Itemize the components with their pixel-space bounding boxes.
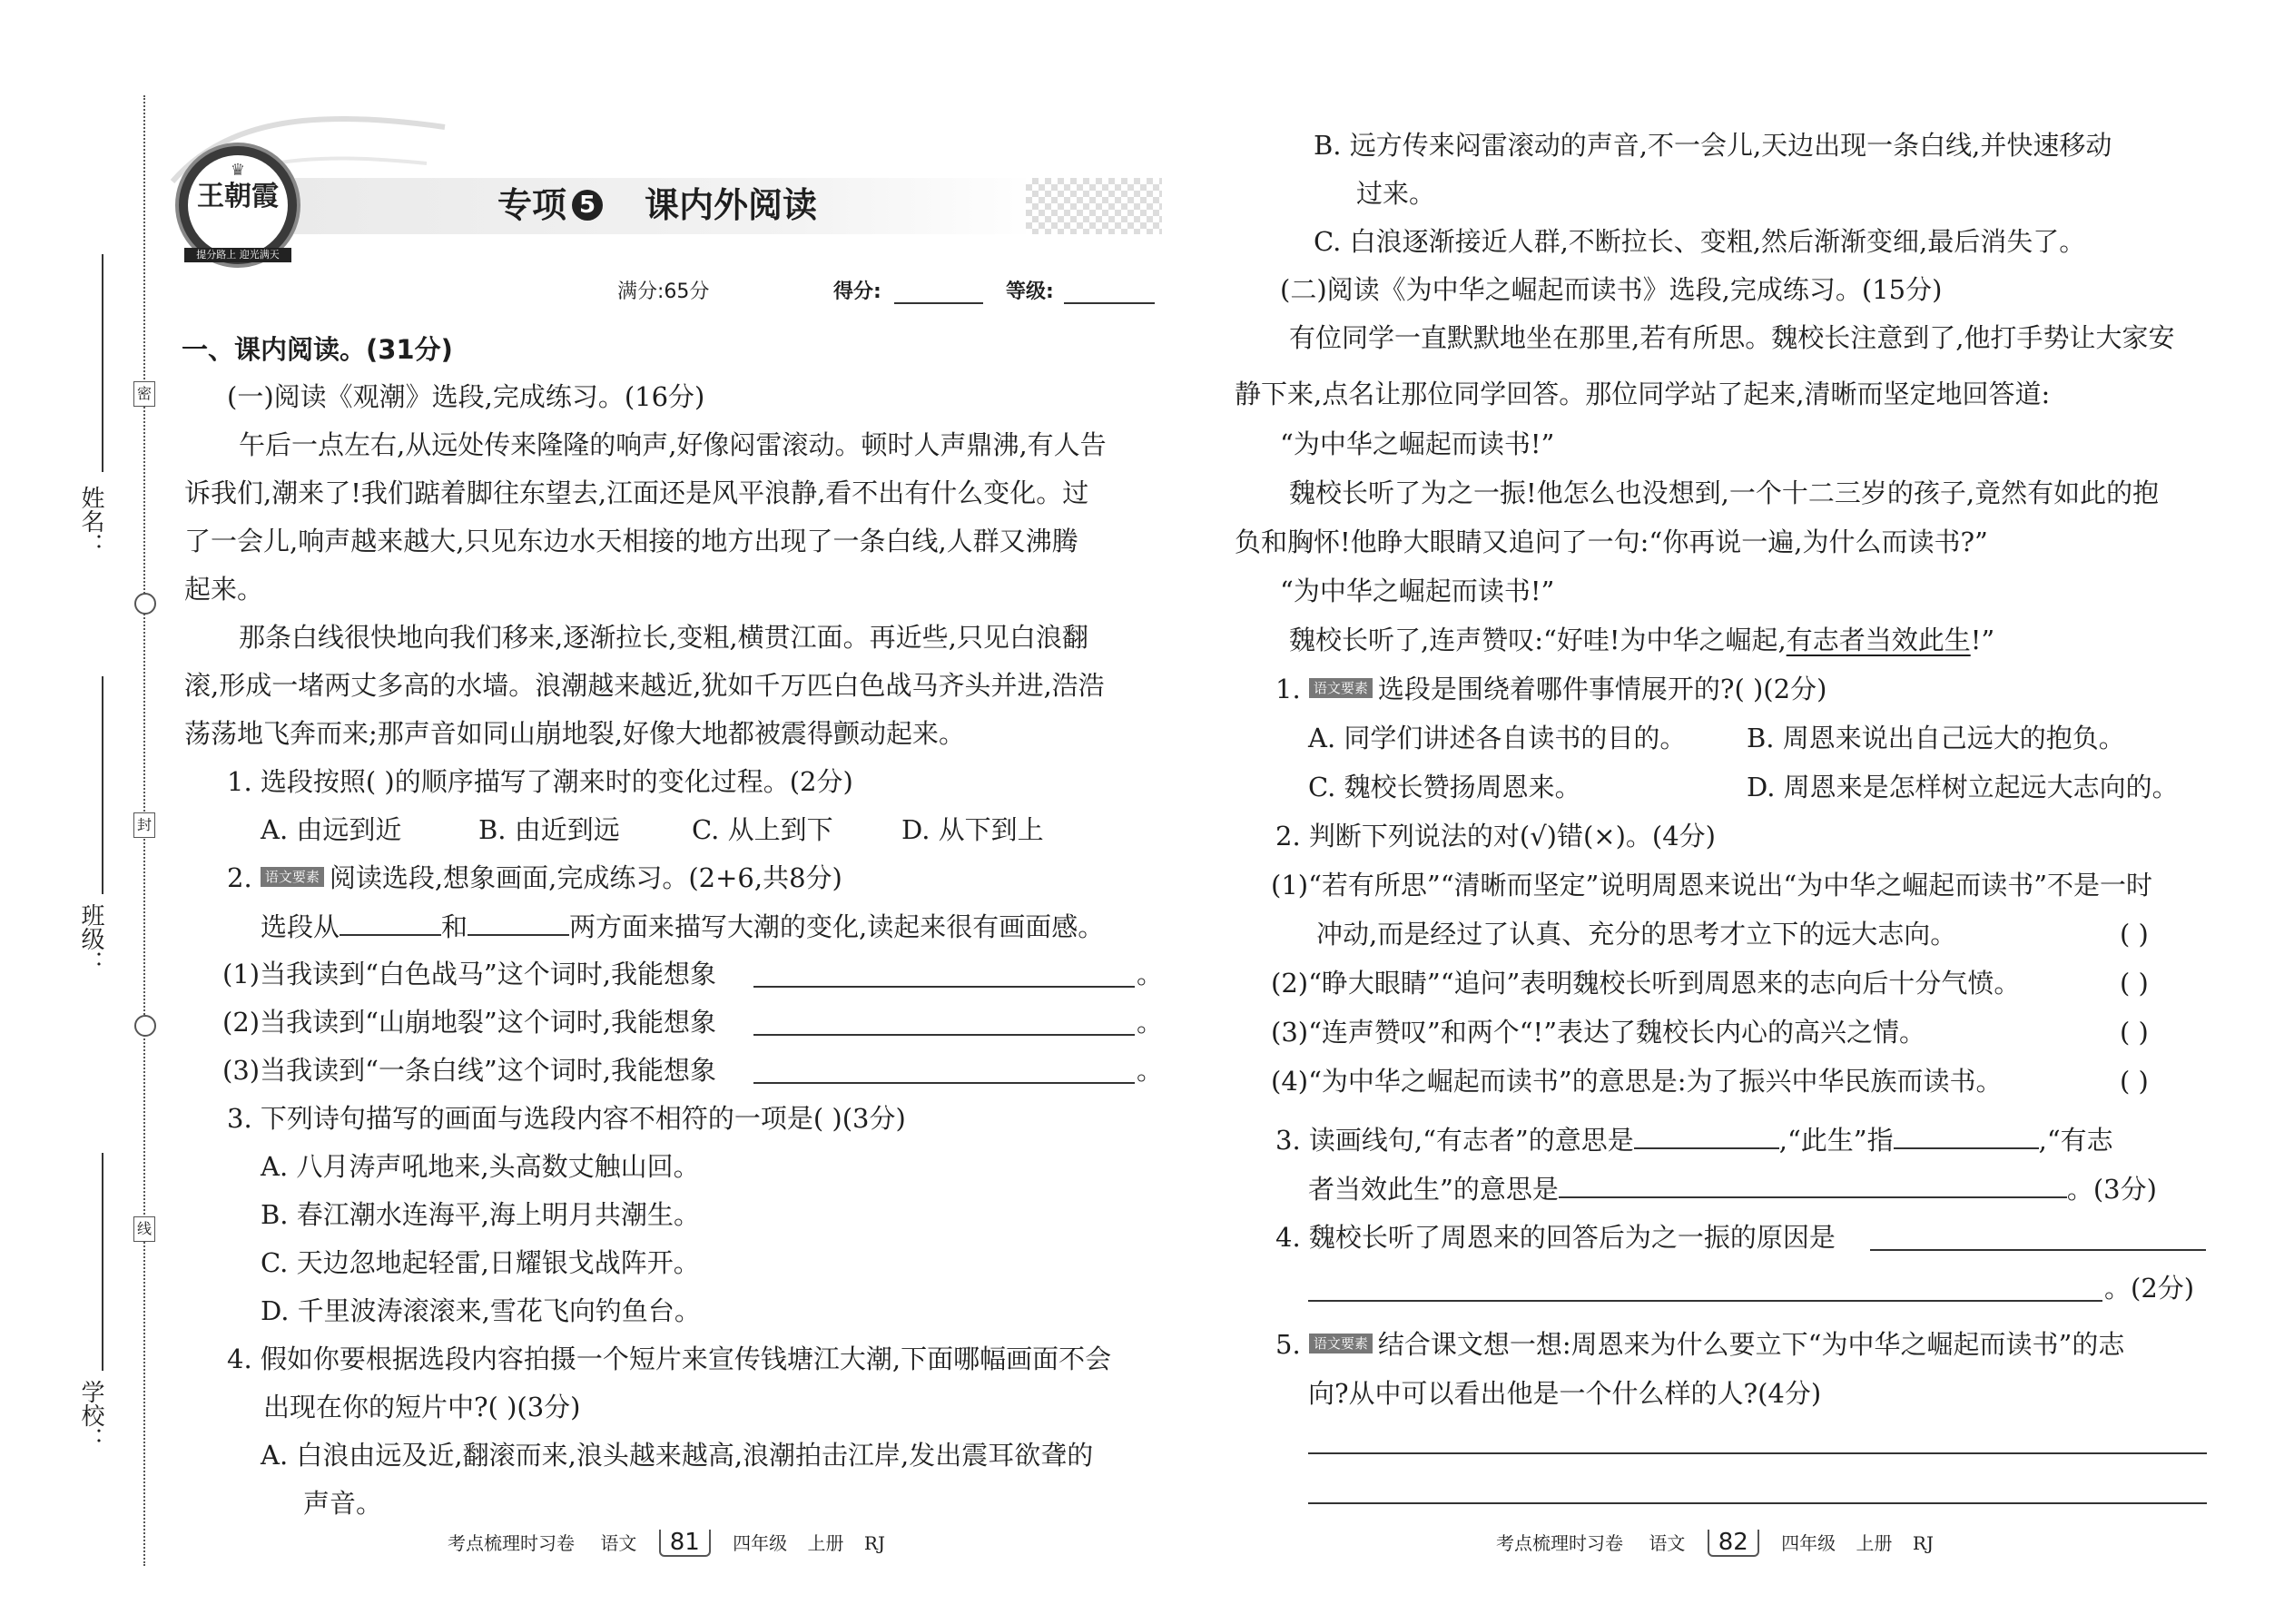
class-label: 班级： [77,903,104,974]
subsection-heading: (一)阅读《观潮》选段,完成练习。(16分) [227,381,705,412]
passage-line: 诉我们,潮来了!我们踮着脚往东望去,江面还是风平浪静,看不出有什么变化。过 [184,477,1089,508]
passage-line: 静下来,点名让那位同学回答。那位同学站了起来,清晰而坚定地回答道: [1235,379,2051,409]
option-c[interactable]: C. 从上到下 [692,814,833,845]
class-line[interactable] [102,676,103,894]
blank[interactable] [1559,1171,2067,1198]
passage-line: 起来。 [184,574,264,605]
answer-line[interactable] [1870,1249,2206,1251]
question-text: 结合课文想一想:周恩来为什么要立下“为中华之崛起而读书”的志 [1377,1329,2125,1360]
element-tag: 语文要素 [1309,678,1373,698]
passage-line: 荡荡地飞奔而来;那声音如同山崩地裂,好像大地都被震得颤动起来。 [184,718,965,749]
passage-line: 了一会儿,响声越来越大,只见东边水天相接的地方出现了一条白线,人群又沸腾 [184,526,1078,556]
seal-mark: 封 [133,812,155,838]
passage-line: 魏校长听了为之一振!他怎么也没想到,一个十二三岁的孩子,竟然有如此的抱 [1289,477,2160,508]
option-a[interactable]: 声音。 [303,1488,383,1519]
passage-line: “为中华之崛起而读书!” [1280,428,1555,459]
option-a[interactable]: A. 同学们讲述各自读书的目的。 [1308,723,1687,753]
name-line[interactable] [102,254,103,472]
name-label: 姓名： [77,486,104,556]
option-b[interactable]: 过来。 [1356,178,1436,209]
title-number-badge: 5 [572,190,603,221]
section-heading: 一、课内阅读。(31分) [182,334,453,365]
seal-circle [134,1015,156,1037]
answer-line[interactable] [753,1034,1135,1036]
answer-line[interactable] [753,986,1135,988]
answer-bracket[interactable]: ( ) [2120,1066,2149,1097]
answer-bracket[interactable]: ( ) [2120,919,2149,950]
sub-question: (2)当我读到“山崩地裂”这个词时,我能想象 [222,1007,716,1038]
score-input[interactable] [894,302,983,304]
logo-name: 王朝霞 [197,181,279,212]
option-a[interactable]: A. 八月涛声吼地来,头高数丈触山回。 [261,1151,700,1182]
option-c[interactable]: C. 魏校长赞扬周恩来。 [1308,772,1581,802]
passage-line: 滚,形成一堵两丈多高的水墙。浪潮越来越近,犹如千万匹白色战马齐头并进,浩浩 [184,670,1105,701]
logo [175,143,300,268]
question-3: 3. 读画线句,“有志者”的意思是 ,“此生”指 ,“有志 [1275,1122,2113,1157]
grade-input[interactable] [1064,302,1155,304]
option-b[interactable]: B. 春江潮水连海平,海上明月共潮生。 [261,1199,700,1230]
question-number: 1. [1275,674,1301,704]
period: 。 [1137,1055,1164,1086]
answer-line[interactable] [753,1082,1135,1084]
option-a[interactable]: A. 白浪由远及近,翻滚而来,浪头越来越高,浪潮拍击江岸,发出震耳欲聋的 [261,1440,1094,1471]
option-d[interactable]: D. 千里波涛滚滚来,雪花飞向钓鱼台。 [261,1295,701,1326]
question-4: 出现在你的短片中?( )(3分) [263,1392,581,1422]
question-3: 者当效此生”的意思是 。(3分) [1308,1171,2157,1206]
question-2 [227,861,842,895]
page-number: 81 [659,1530,711,1557]
passage-line: 那条白线很快地向我们移来,逐渐拉长,变粗,横贯江面。再近些,只见白浪翻 [239,622,1088,653]
judgement-item: (3)“连声赞叹”和两个“!”表达了魏校长内心的高兴之情。 [1271,1017,1926,1048]
passage-line: 午后一点左右,从远处传来隆隆的响声,好像闷雷滚动。顿时人声鼎沸,有人告 [239,429,1107,460]
option-d[interactable]: D. 周恩来是怎样树立起远大志向的。 [1747,772,2179,802]
school-label: 学校： [77,1380,104,1451]
logo-motto: 提分路上 迎光满天 [184,248,291,262]
question-number: 5. [1275,1329,1301,1360]
crown-icon: ♛ [230,161,246,180]
title-main: 课内外阅读 [645,185,818,225]
option-d[interactable]: D. 从下到上 [901,814,1044,845]
blank-1[interactable] [340,909,441,936]
period: 。 [1137,1007,1164,1038]
answer-bracket[interactable]: ( ) [2120,1017,2149,1048]
judgement-item: (2)“睁大眼睛”“追问”表明魏校长听到周恩来的志向后十分气愤。 [1271,968,2021,999]
answer-bracket[interactable]: ( ) [2120,968,2149,999]
page-number: 82 [1708,1530,1759,1557]
option-b[interactable]: B. 由近到远 [478,814,620,845]
passage-line: 魏校长听了,连声赞叹:“好哇!为中华之崛起,有志者当效此生!” [1289,625,1995,655]
seal-circle [134,593,156,615]
element-tag: 语文要素 [261,867,324,887]
checker-decoration [1026,178,1162,234]
judgement-item: (4)“为中华之崛起而读书”的意思是:为了振兴中华民族而读书。 [1271,1066,2003,1097]
judgement-item: (1)“若有所思”“清晰而坚定”说明周恩来说出“为中华之崛起而读书”不是一时 [1271,870,2153,901]
sub-question: (1)当我读到“白色战马”这个词时,我能想象 [222,959,716,989]
title-prefix: 专项 [497,185,567,225]
answer-line[interactable] [1308,1452,2207,1454]
footer: 考点梳理时习卷 语文 82 四年级 上册 RJ [1496,1529,1934,1556]
question-5 [1275,1327,2124,1362]
question-3: 3. 下列诗句描写的画面与选段内容不相符的一项是( )(3分) [227,1103,906,1134]
answer-line[interactable] [1308,1300,2102,1302]
score-label: 得分: [833,281,881,303]
passage-line: “为中华之崛起而读书!” [1280,576,1555,606]
question-text: 阅读选段,想象画面,完成练习。(2+6,共8分) [329,862,842,893]
question-number: 2. [227,862,252,893]
question-4: 4. 假如你要根据选段内容拍摄一个短片来宣传钱塘江大潮,下面哪幅画面不会 [227,1343,1112,1374]
blank[interactable] [1894,1122,2039,1149]
seal-mark: 密 [133,381,155,407]
logo-inner [188,155,288,255]
question-4-end: 。(2分) [2104,1273,2195,1304]
option-a[interactable]: A. 由远到近 [261,814,402,845]
question-4: 4. 魏校长听了周恩来的回答后为之一振的原因是 [1275,1222,1836,1253]
option-b[interactable]: B. 周恩来说出自己远大的抱负。 [1747,723,2125,753]
question-5: 向?从中可以看出他是一个什么样的人?(4分) [1308,1378,1822,1409]
full-score: 满分:65分 [617,281,710,303]
school-line[interactable] [102,1153,103,1371]
subsection-heading: (二)阅读《为中华之崛起而读书》选段,完成练习。(15分) [1280,274,1943,305]
question-1: 1. 选段按照( )的顺序描写了潮来时的变化过程。(2分) [227,766,853,797]
underlined-sentence: 有志者当效此生 [1786,625,1971,655]
page-title [497,182,817,229]
element-tag: 语文要素 [1309,1334,1373,1353]
question-2: 2. 判断下列说法的对(√)错(×)。(4分) [1275,821,1717,851]
blank-2[interactable] [468,909,569,936]
question-2-fill: 选段从 和 两方面来描写大潮的变化,读起来很有画面感。 [261,909,1104,944]
passage-line: 有位同学一直默默地坐在那里,若有所思。魏校长注意到了,他打手势让大家安 [1289,322,2175,353]
sub-question: (3)当我读到“一条白线”这个词时,我能想象 [222,1055,716,1086]
option-c[interactable]: C. 白浪逐渐接近人群,不断拉长、变粗,然后渐渐变细,最后消失了。 [1314,226,2086,257]
judgement-item: 冲动,而是经过了认真、充分的思考才立下的远大志向。 [1316,919,1957,950]
passage-line: 负和胸怀!他睁大眼睛又追问了一句:“你再说一遍,为什么而读书?” [1235,527,1988,557]
question-1 [1275,672,1826,706]
question-text: 选段是围绕着哪件事情展开的?( )(2分) [1377,674,1827,704]
period: 。 [1137,959,1164,989]
blank[interactable] [1634,1122,1779,1149]
answer-line[interactable] [1308,1502,2207,1504]
grade-label: 等级: [1006,281,1054,303]
option-b[interactable]: B. 远方传来闷雷滚动的声音,不一会儿,天边出现一条白线,并快速移动 [1314,130,2112,161]
seal-mark: 线 [133,1216,155,1242]
footer: 考点梳理时习卷 语文 81 四年级 上册 RJ [448,1529,885,1556]
option-c[interactable]: C. 天边忽地起轻雷,日耀银戈战阵开。 [261,1247,700,1278]
